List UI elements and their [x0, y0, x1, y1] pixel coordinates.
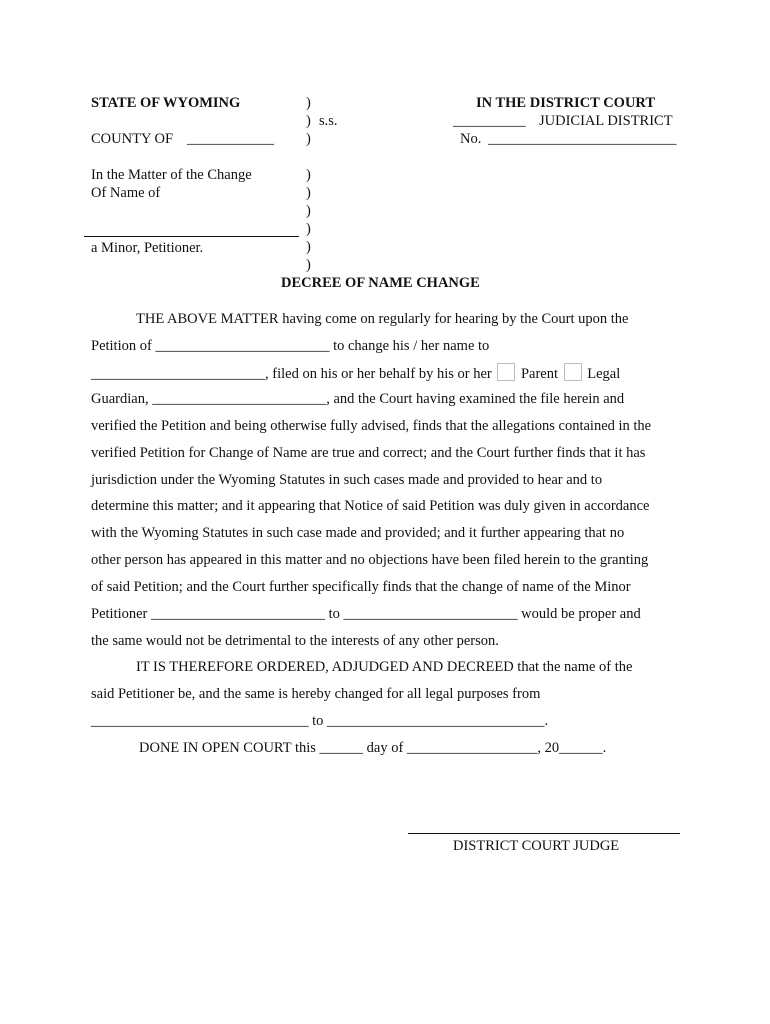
body-line-2: Petition of ________________________ to change his / her name to — [91, 338, 490, 354]
case-no-label: No. — [460, 131, 482, 147]
judicial-district-label: JUDICIAL DISTRICT — [539, 113, 673, 129]
caption-paren: ) — [306, 203, 311, 219]
body-line-10: other person has appeared in this matter and no objections have been filed herein to the granting — [91, 552, 649, 568]
body-line-4: Guardian, ________________________, and the Court having examined the file herein and — [91, 391, 625, 407]
caption-paren: ) — [306, 167, 311, 183]
petitioner-name-line — [84, 236, 299, 237]
body-line-9: with the Wyoming Statutes in such case made and provided; and it further appearing that no — [91, 525, 625, 541]
county-blank: ____________ — [187, 131, 274, 147]
caption-paren: ) — [306, 185, 311, 201]
caption-paren: ) — [306, 221, 311, 237]
judge-signature-line — [408, 833, 680, 834]
state-label: STATE OF WYOMING — [91, 95, 241, 111]
body-line-17: DONE IN OPEN COURT this ______ day of __________________, 20______. — [139, 740, 607, 756]
caption-paren: ) — [306, 239, 311, 255]
body-line-11: of said Petition; and the Court further specifically finds that the change of name of the Minor — [91, 579, 631, 595]
body-line-14: IT IS THEREFORE ORDERED, ADJUDGED AND DECREED that the name of the — [136, 659, 633, 675]
body-line-7: jurisdiction under the Wyoming Statutes in such cases made and provided to hear and to — [91, 472, 603, 488]
body-line-1: THE ABOVE MATTER having come on regularly for hearing by the Court upon the — [136, 311, 629, 327]
body-line-3-text: ________________________, filed on his or her behalf by his or her — [91, 366, 492, 382]
body-line-15: said Petitioner be, and the same is hereby changed for all legal purposes from — [91, 686, 541, 702]
minor-petitioner-label: a Minor, Petitioner. — [91, 240, 204, 256]
district-blank: __________ — [453, 113, 526, 129]
body-line-3 — [91, 363, 620, 383]
judge-label: DISTRICT COURT JUDGE — [453, 838, 620, 854]
body-line-5: verified the Petition and being otherwise fully advised, finds that the allegations contained in the — [91, 418, 652, 434]
body-line-13: the same would not be detrimental to the interests of any other person. — [91, 633, 499, 649]
matter-line-1: In the Matter of the Change — [91, 167, 252, 183]
caption-paren: ) — [306, 131, 311, 147]
parent-checkbox[interactable] — [497, 363, 515, 381]
parent-label: Parent — [520, 366, 559, 382]
ss-label: s.s. — [319, 113, 338, 129]
caption-paren: ) — [306, 257, 311, 273]
matter-line-2: Of Name of — [91, 185, 161, 201]
document-title: DECREE OF NAME CHANGE — [281, 275, 480, 291]
case-no-blank: __________________________ — [488, 131, 677, 147]
court-title: IN THE DISTRICT COURT — [476, 95, 656, 111]
body-line-6: verified Petition for Change of Name are true and correct; and the Court further finds that it has — [91, 445, 646, 461]
caption-paren: ) — [306, 113, 311, 129]
legal-guardian-checkbox[interactable] — [564, 363, 582, 381]
body-line-8: determine this matter; and it appearing that Notice of said Petition was duly given in accordance — [91, 498, 650, 514]
body-line-12: Petitioner ________________________ to ________________________ would be proper and — [91, 606, 641, 622]
caption-paren: ) — [306, 95, 311, 111]
legal-label: Legal — [587, 366, 621, 382]
county-label: COUNTY OF — [91, 131, 174, 147]
body-line-16: ______________________________ to ______________________________. — [91, 713, 549, 729]
